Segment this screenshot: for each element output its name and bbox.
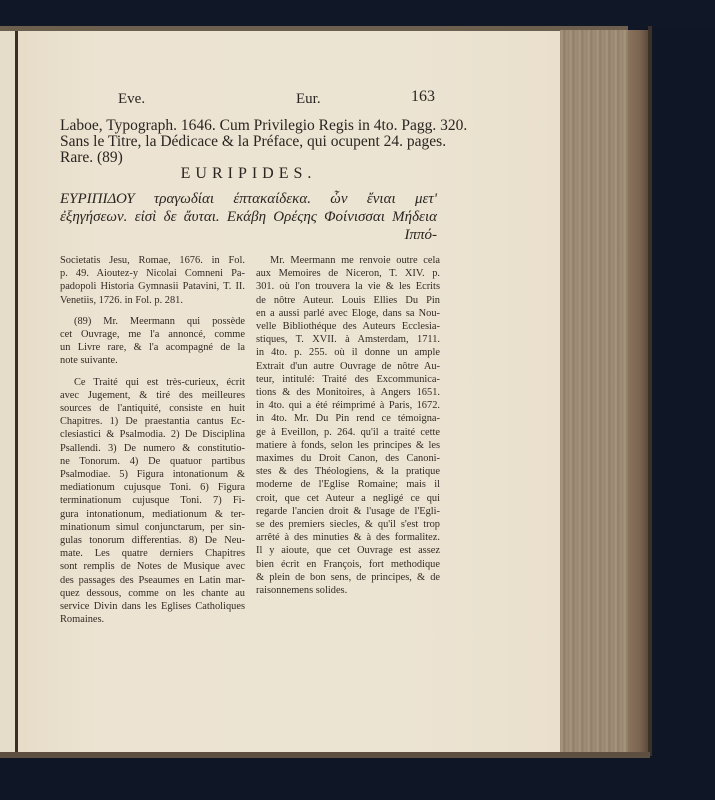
running-head: [60, 88, 435, 110]
text-line: in 4to. Mr. Du Pin rend ce témoigna-: [256, 413, 440, 425]
text-line: in 4to. p. 255. où il donne un ample: [256, 347, 440, 359]
text-line: bien écrit en François, fort methodique: [256, 558, 440, 570]
text-line: clesiastici & Psalmodia. 2) De Disciplina: [60, 429, 245, 441]
text-line: velle Bibliothéque des Auteurs Ecclesia-: [256, 321, 440, 333]
text-line: se des premiers siecles, & qu'il s'est trop: [256, 519, 440, 531]
greek-line: Ιππό-: [404, 227, 437, 243]
text-line: gura intonationum, mediationum & ter-: [60, 508, 245, 520]
text-line: Mr. Meermann me renvoie outre cela: [270, 255, 440, 266]
text-line: Il y aioute, que cet Ouvrage est assez: [256, 545, 440, 557]
text-line: Extrait d'un autre Ouvrage de nôtre Au-: [256, 360, 440, 372]
intro-paragraph: [60, 117, 468, 166]
text-line: terminationum cujusque Toni. 7) Fi-: [60, 495, 245, 507]
text-line: maximes du Droit Canon, des Canoni-: [256, 453, 440, 465]
paragraph-gap: [60, 307, 245, 315]
text-line: ne Tonorum. 4) De quatuor partibus: [60, 455, 245, 467]
text-line: tions & des Monitoires, à Angers 1651.: [256, 387, 440, 399]
text-line: moderne de l'Eglise Romaine; mais il: [256, 479, 440, 491]
text-line: stiques, T. XVII. à Amsterdam, 1711.: [256, 334, 440, 346]
text-line: p. 49. Aioutez-y Nicolai Comneni Pa-: [60, 268, 245, 280]
text-line: ge à Eveillon, p. 264. qu'il a traité cette: [256, 426, 440, 438]
text-line: avec Jugement, & tiré des meilleures: [60, 389, 245, 401]
cover-rim: [648, 26, 652, 756]
running-head-center: Eur.: [296, 91, 321, 107]
text-line: croit, que cet Auteur a negligé ce qui: [256, 492, 440, 504]
intro-line: Rare. (89): [60, 149, 123, 166]
greek-title-block: [60, 190, 437, 244]
page-number: 163: [411, 88, 435, 105]
text-line: service Divin dans les Eglises Catholiques: [60, 601, 245, 613]
text-line: (89) Mr. Meermann qui possède: [74, 315, 245, 327]
paragraph-gap: [60, 368, 245, 376]
text-line: quez dessous, comme on les chante au: [60, 587, 245, 599]
text-line: & plein de bon sens, de principes, & de: [256, 571, 440, 583]
right-column: [256, 254, 440, 597]
intro-line: Sans le Titre, la Dédicace & la Préface, qui ocupent 24. pages.: [60, 133, 447, 150]
text-line: mediationum cujusque Toni. 6) Figura: [60, 482, 245, 494]
text-line: Psalmodiae. 5) Figura intonationum &: [60, 469, 245, 481]
text-line: cet Ouvrage, me l'a annoncé, comme: [60, 329, 245, 341]
text-line: des passages des Pseaumes en Latin mar-: [60, 574, 245, 586]
text-line: arrêté à des minuties & à des formalitez.: [256, 532, 440, 544]
cover-board: [628, 30, 648, 754]
text-line: aux Memoires de Niceron, T. XIV. p.: [256, 268, 440, 280]
text-line: Venetiis, 1726. in Fol. p. 281.: [60, 294, 183, 306]
text-line: mate. Les quatre derniers Chapitres: [60, 548, 245, 560]
text-line: stes & des Théologiens, & la pratique: [256, 466, 440, 478]
text-line: padopoli Historia Gymnasii Patavini, T. II.: [60, 281, 245, 293]
section-title: EURIPIDES.: [180, 165, 317, 182]
greek-line: ἐξηγήσεων. εἰσὶ δε ἄυται. Εκάβη Ορέςης Φοίνισσαι Μήδεια: [60, 209, 437, 225]
greek-line: ΕΥΡΙΠΙΔΟΥ τραγωδίαι έπτακαίδεκα. ὧν ἔνιαι μετ': [60, 191, 437, 207]
text-line: sources de l'antiquité, consiste en huit: [60, 403, 245, 415]
running-head-left: Eve.: [118, 91, 146, 107]
text-line: note suivante.: [60, 355, 118, 367]
text-line: gulas tonorum differentias. 8) De Neu-: [60, 535, 245, 547]
text-line: Societatis Jesu, Romae, 1676. in Fol.: [60, 255, 245, 266]
text-line: in 4to. qui a été réimprimé à Paris, 1672.: [256, 400, 440, 412]
text-line: Romaines.: [60, 614, 105, 626]
text-line: minationum simul conjunctarum, per sin-: [60, 521, 245, 533]
text-line: en a aussi parlé avec Eloge, dans sa Nou-: [256, 307, 440, 319]
text-line: Psallendi. 3) De numero & constitutio-: [60, 442, 245, 454]
text-line: teur, intitulé: Traité des Excommunica-: [256, 373, 440, 385]
book-bottom-edge: [0, 752, 650, 758]
text-line: sont remplis de Notes de Musique avec: [60, 561, 245, 573]
text-line: 301. où l'on trouvera la vie & les Ecrits: [256, 281, 440, 293]
previous-leaf: [0, 31, 15, 753]
text-line: regarde l'ancien droit & l'usage de l'Egli-: [256, 505, 440, 517]
text-line: raisonnemens solides.: [256, 585, 348, 597]
text-line: de nôtre Auteur. Louis Ellies Du Pin: [256, 294, 440, 306]
left-column: [60, 254, 245, 626]
text-line: Chapitres. 1) De praestantia cantus Ec-: [60, 416, 245, 428]
text-line: un Livre rare, & l'a acompagné de la: [60, 342, 245, 354]
text-line: Ce Traité qui est très-curieux, écrit: [74, 376, 245, 388]
intro-line: Laboe, Typograph. 1646. Cum Privilegio Regis in 4to. Pagg. 320.: [60, 117, 468, 134]
page-fore-edge: [560, 30, 628, 754]
text-line: matiere à fonds, selon les principes & les: [256, 439, 440, 451]
dark-background: [0, 0, 715, 28]
